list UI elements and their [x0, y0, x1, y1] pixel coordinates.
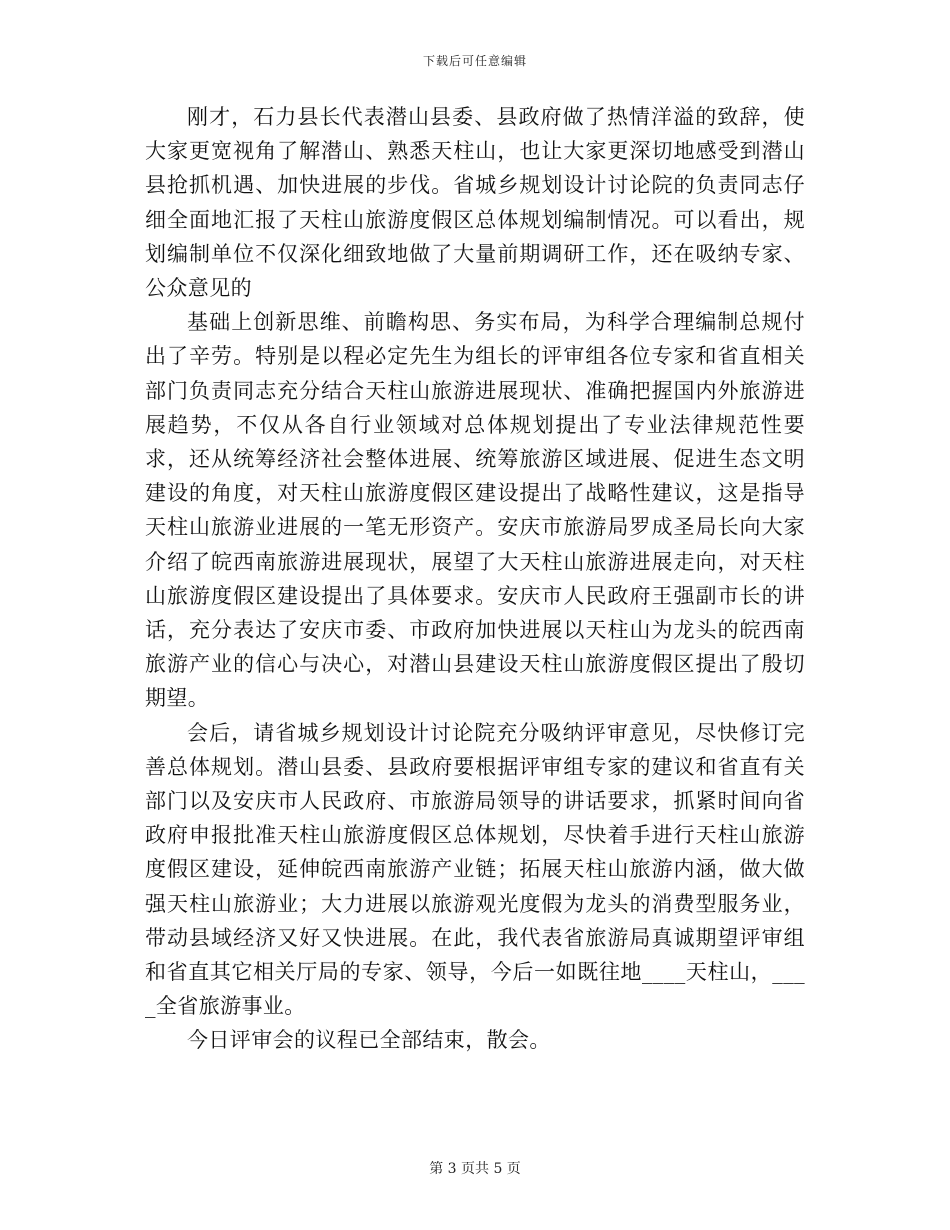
- document-body: [145, 100, 805, 1058]
- paragraph-2: 基础上创新思维、前瞻构思、务实布局，为科学合理编制总规付出了辛劳。特别是以程必定先生为组长的评审组各位专家和省直相关部门负责同志充分结合天柱山旅游进展现状、准确把握国内外旅游进展趋势，不仅从各自行业领域对总体规划提出了专业法律规范性要求，还从统筹经济社会整体进展、统筹旅游区域进展、促进生态文明建设的角度，对天柱山旅游度假区建设提出了战略性建议，这是指导天柱山旅游业进展的一笔无形资产。安庆市旅游局罗成圣局长向大家介绍了皖西南旅游进展现状，展望了大天柱山旅游进展走向，对天柱山旅游度假区建设提出了具体要求。安庆市人民政府王强副市长的讲话，充分表达了安庆市委、市政府加快进展以天柱山为龙头的皖西南旅游产业的信心与决心，对潜山县建设天柱山旅游度假区提出了殷切期望。: [145, 310, 805, 711]
- paragraph-1: 刚才，石力县长代表潜山县委、县政府做了热情洋溢的致辞，使大家更宽视角了解潜山、熟悉天柱山，也让大家更深切地感受到潜山县抢抓机遇、加快进展的步伐。省城乡规划设计讨论院的负责同志仔细全面地汇报了天柱山旅游度假区总体规划编制情况。可以看出，规划编制单位不仅深化细致地做了大量前期调研工作，还在吸纳专家、公众意见的: [145, 105, 805, 301]
- paragraph-3: 会后，请省城乡规划设计讨论院充分吸纳评审意见，尽快修订完善总体规划。潜山县委、县政府要根据评审组专家的建议和省直有关部门以及安庆市人民政府、市旅游局领导的讲话要求，抓紧时间向省政府申报批准天柱山旅游度假区总体规划，尽快着手进行天柱山旅游度假区建设，延伸皖西南旅游产业链；拓展天柱山旅游内涵，做大做强天柱山旅游业；大力进展以旅游观光度假为龙头的消费型服务业，带动县域经济又好又快进展。在此，我代表省旅游局真诚期望评审组和省直其它相关厅局的专家、领导，今后一如既往地____天柱山，____全省旅游事业。: [145, 720, 805, 1019]
- paragraph-4: 今日评审会的议程已全部结束，散会。: [187, 1028, 551, 1053]
- page-header: 下载后可任意编辑: [422, 54, 527, 68]
- page-number-footer: 第 3 页共 5 页: [429, 1161, 521, 1177]
